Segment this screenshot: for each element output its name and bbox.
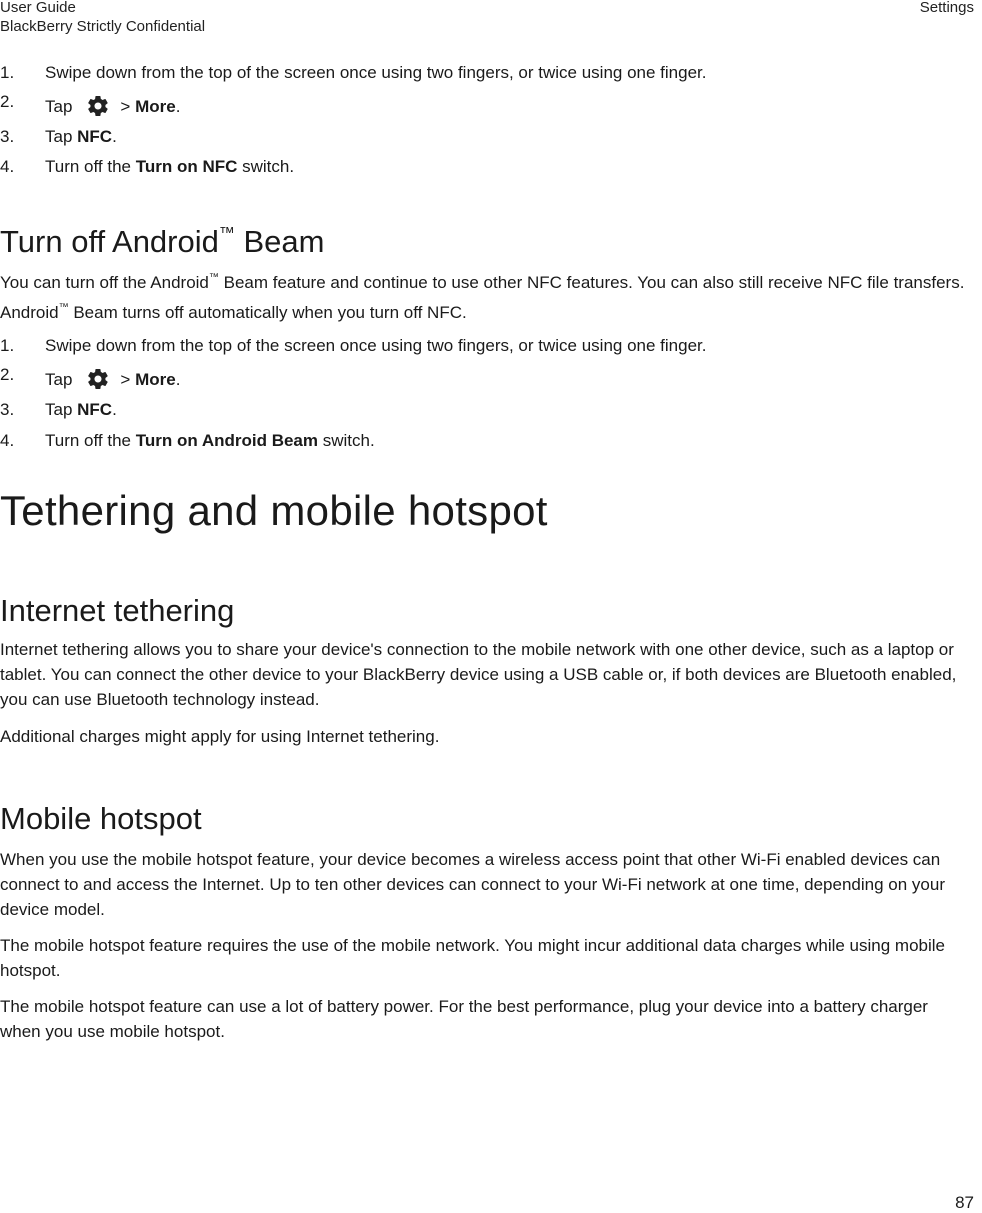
step-number: 1. (0, 63, 15, 82)
step-number: 2. (0, 365, 15, 384)
hotspot-paragraph-1: When you use the mobile hotspot feature, your device becomes a wireless access point that other Wi-Fi enabled devices can connect to and access the Internet. Up to ten other devices can connect to your Wi-Fi network at one time, depending on your device model. (0, 850, 945, 919)
step-number: 4. (0, 157, 15, 176)
confidentiality-notice: BlackBerry Strictly Confidential (0, 18, 206, 35)
hotspot-paragraph-3: The mobile hotspot feature can use a lot of battery power. For the best performance, plug your device into a battery charger when you use mobile hotspot. (0, 997, 928, 1041)
internet-tethering-paragraph: Internet tethering allows you to share your device's connection to the mobile network with one other device, such as a laptop or tablet. You can connect the other device to your BlackBerry device using a USB cable or, if both devices are Bluetooth enabled, you can use Bluetooth technology instead. (0, 640, 957, 709)
beam-switch-label: Turn on Android Beam (135, 431, 319, 450)
page-number: 87 (955, 1193, 974, 1212)
more-label: More (135, 370, 176, 389)
page-header-left (0, 0, 205, 36)
step-text: Swipe down from the top of the screen once using two fingers, or twice using one finger. (45, 336, 707, 355)
step-text: Turn off the Turn on Android Beam switch. (45, 431, 375, 450)
gear-icon (86, 94, 110, 118)
hotspot-paragraph-2: The mobile hotspot feature requires the use of the mobile network. You might incur additional data charges while using mobile hotspot. (0, 936, 946, 980)
tethering-heading: Tethering and mobile hotspot (0, 487, 548, 534)
nfc-label: NFC (77, 400, 113, 419)
guide-title: User Guide (0, 0, 76, 16)
step-text: Tap > More. (45, 367, 180, 391)
step-prefix: Tap (45, 97, 73, 116)
gear-icon (86, 367, 110, 391)
step-text: Turn off the Turn on NFC switch. (45, 157, 295, 176)
mobile-hotspot-heading: Mobile hotspot (0, 801, 202, 836)
nfc-switch-label: Turn on NFC (135, 157, 238, 176)
more-label: More (135, 97, 176, 116)
step-separator: > (120, 97, 136, 116)
step-number: 4. (0, 431, 15, 450)
step-text: Tap NFC. (45, 400, 117, 419)
section-name: Settings (919, 0, 974, 16)
beam-heading: Turn off Android™ Beam (0, 224, 325, 259)
step-text: Tap NFC. (45, 127, 117, 146)
step-number: 2. (0, 92, 15, 111)
beam-paragraph: You can turn off the Android™ Beam feature and continue to use other NFC features. You can also still receive NFC file transfers. Android™ Beam turns off automatically when you turn off NFC. (0, 272, 965, 322)
step-text: Swipe down from the top of the screen once using two fingers, or twice using one finger. (45, 63, 707, 82)
step-text: Tap > More. (45, 94, 180, 118)
internet-tethering-heading: Internet tethering (0, 593, 235, 628)
step-number: 3. (0, 400, 15, 419)
step-number: 1. (0, 336, 15, 355)
step-number: 3. (0, 127, 15, 146)
internet-tethering-charges: Additional charges might apply for using Internet tethering. (0, 727, 440, 746)
nfc-label: NFC (77, 127, 113, 146)
